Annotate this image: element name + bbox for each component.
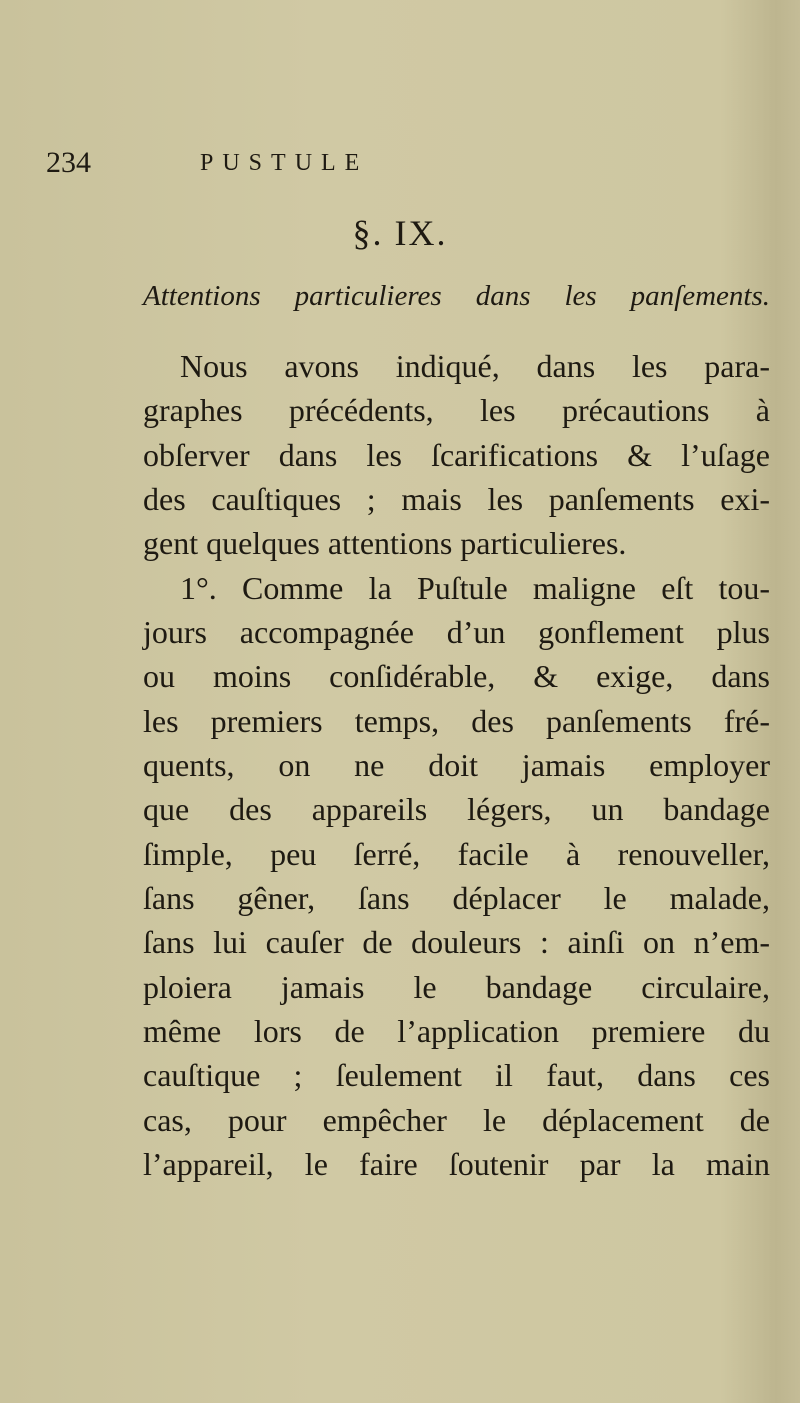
page-number: 234 [46,146,91,179]
text-line: ſans gêner, ſans déplacer le malade, [143,880,770,916]
text-line: ſimple, peu ſerré, facile à renouveller, [143,836,770,872]
text-line: ſans lui cauſer de douleurs : ainſi on n’em- [143,924,770,960]
section-number: §. IX. [352,213,448,253]
text-line: quents, on ne doit jamais employer [143,747,770,783]
text-line: graphes précédents, les précautions à [143,392,770,428]
text-line: obſerver dans les ſcarifications & l’uſage [143,437,770,473]
text-line: des cauſtiques ; mais les panſements exi- [143,481,770,517]
running-title: PUSTULE [200,150,369,176]
text-line: ploiera jamais le bandage circulaire, [143,969,770,1005]
text-line: cauſtique ; ſeulement il faut, dans ces [143,1057,770,1093]
text-line: que des appareils légers, un bandage [143,791,770,827]
text-line: 1°. Comme la Puſtule maligne eſt tou- [180,570,770,606]
text-line: cas, pour empêcher le déplacement de [143,1102,770,1138]
text-line: jours accompagnée d’un gonflement plus [143,614,770,650]
text-line: Nous avons indiqué, dans les para- [180,348,770,384]
text-line: gent quelques attentions particulieres. [143,525,627,561]
text-line: l’appareil, le faire ſoutenir par la main [143,1146,770,1182]
text-line: ou moins conſidérable, & exige, dans [143,658,770,694]
text-line: les premiers temps, des panſements fré- [143,703,770,739]
section-title: Attentions particulieres dans les panſements. [143,280,770,312]
text-line: même lors de l’application premiere du [143,1013,770,1049]
